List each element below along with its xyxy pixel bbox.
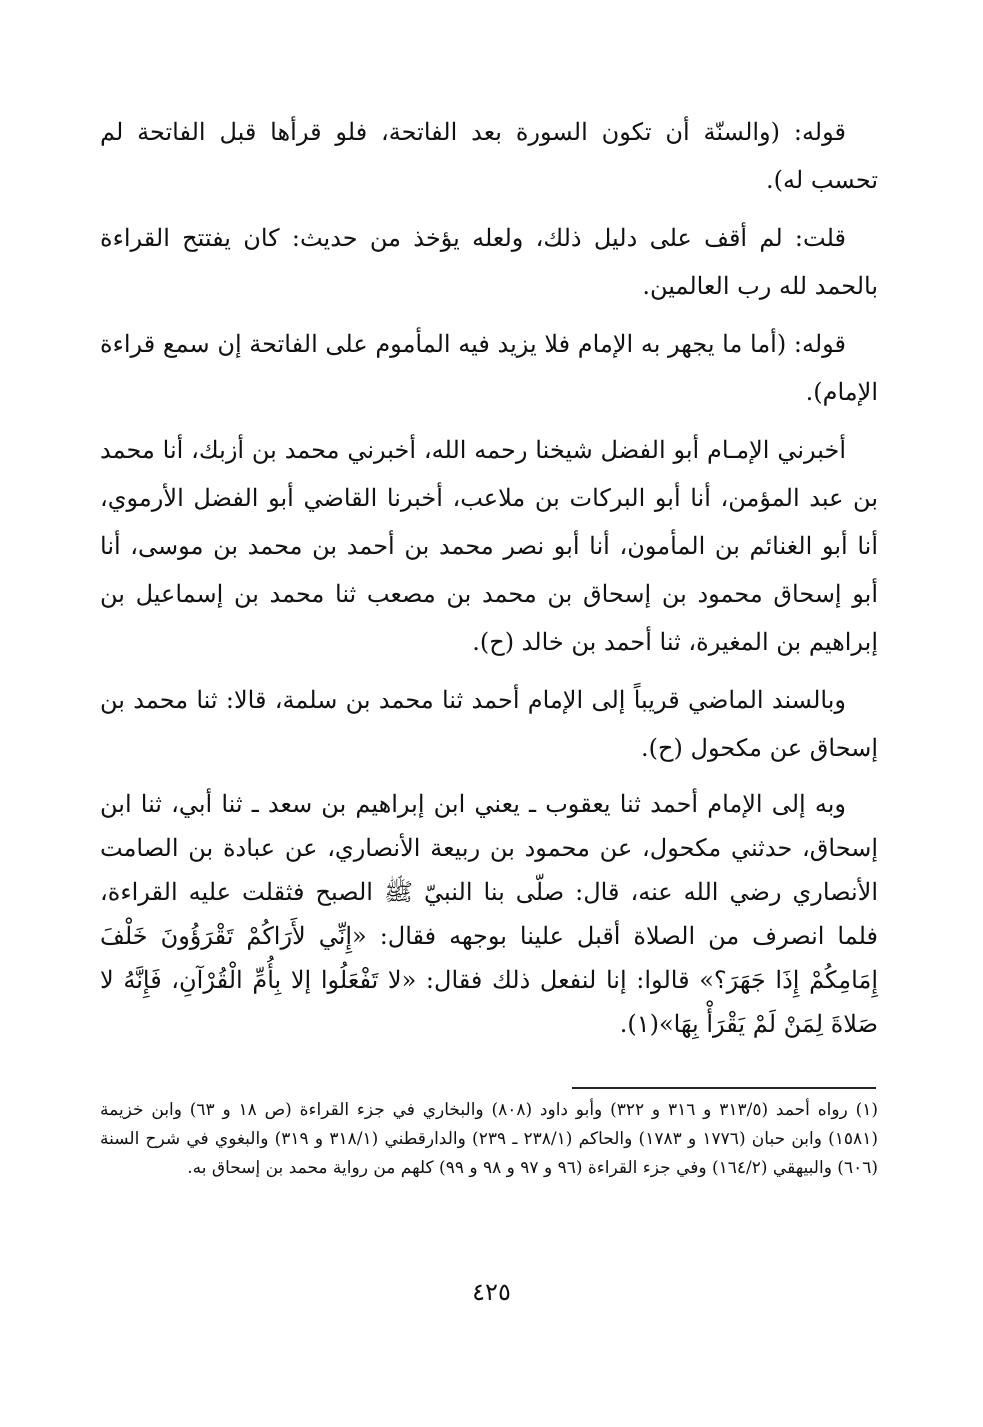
footnotes <box>100 1096 878 1183</box>
paragraph-sura-after-fatiha: قوله: (والسنّة أن تكون السورة بعد الفاتحة، فلو قرأها قبل الفاتحة لم تحسب له). <box>100 118 878 194</box>
paragraph-no-evidence: قلت: لم أقف على دليل ذلك، ولعله يؤخذ من حديث: كان يفتتح القراءة بالحمد لله رب العالمين. <box>100 224 878 300</box>
paragraph-hadith-ubada: وبه إلى الإمام أحمد ثنا يعقوب ـ يعني ابن إبراهيم بن سعد ـ ثنا أبي، ثنا ابن إسحاق، حدثني مكحول، عن محمود بن ربيعة الأنصاري، عن عبادة بن الصامت الأنصاري رضي الله عنه، قال: صلّى بنا النبيّ ﷺ الصبح فثقلت عليه القراءة، فلما انصرف من الصلاة أقبل علينا بوجهه فقال: «إِنِّي لأَرَاكُمْ تَقْرَؤُونَ خَلْفَ إِمَامِكُمْ إِذَا جَهَرَ؟» قالوا: إنا لنفعل ذلك فقال: «لا تَفْعَلُوا إلا بِأُمِّ الْقُرْآنِ، فَإِنَّهُ لا صَلاةَ لِمَنْ لَمْ يَقْرَأْ بِهَا»(١). <box>100 790 878 1038</box>
paragraph-imam-jahr: قوله: (أما ما يجهر به الإمام فلا يزيد فيه المأموم على الفاتحة إن سمع قراءة الإمام). <box>100 330 878 406</box>
page-number: ٤٢٥ <box>472 1278 511 1306</box>
paragraph-sanad-ahmad: وبالسند الماضي قريباً إلى الإمام أحمد ثنا محمد بن سلمة، قالا: ثنا محمد بن إسحاق عن مكحول (ح). <box>100 686 878 762</box>
paragraph-isnad-chain: أخبرني الإمـام أبو الفضل شيخنا رحمه الله، أخبرني محمد بن أزبك، أنا محمد بن عبد المؤمن، أنا أبو البركات بن ملاعب، أخبرنا القاضي أبو الفضل الأرموي، أنا أبو الغنائم بن المأمون، أنا أبو نصر محمد بن أحمد بن محمد بن موسى، أنا أبو إسحاق محمود بن إسحاق بن محمد بن مصعب ثنا محمد بن إسماعيل بن إبراهيم بن المغيرة، ثنا أحمد بن خالد (ح). <box>100 436 878 656</box>
footnote-1: (١) رواه أحمد (٣١٣/٥ و ٣١٦ و ٣٢٢) وأبو داود (٨٠٨) والبخاري في جزء القراءة (ص ١٨ و ٦٣) وابن خزيمة (١٥٨١) وابن حبان (١٧٧٦ و ١٧٨٣) والحاكم (٢٣٨/١ ـ ٢٣٩) والدارقطني (٣١٨/١ و ٣١٩) والبغوي في شرح السنة (٦٠٦) والبيهقي (١٦٤/٢) وفي جزء القراءة (٩٦ و ٩٧ و ٩٨ و ٩٩) كلهم من رواية محمد بن إسحاق به. <box>100 1100 878 1178</box>
footnote-separator <box>572 1087 876 1089</box>
main-text <box>100 108 878 1056</box>
